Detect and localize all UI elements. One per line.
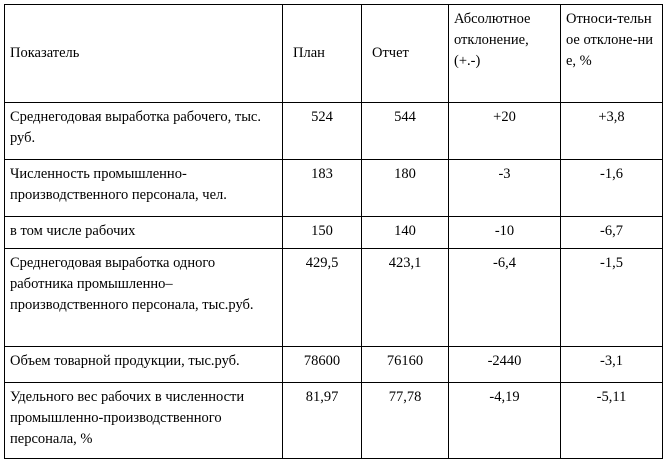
- cell-absolute: +20: [449, 103, 561, 160]
- cell-relative: -1,6: [561, 160, 663, 217]
- table-row: [5, 249, 663, 347]
- table-row: [5, 347, 663, 383]
- table-header-row: [5, 5, 663, 103]
- cell-plan: 78600: [283, 347, 362, 383]
- cell-absolute: -6,4: [449, 249, 561, 347]
- table-row: [5, 217, 663, 249]
- header-indicator: Показатель: [5, 5, 283, 103]
- cell-indicator: в том числе рабочих: [5, 217, 283, 249]
- cell-plan: 524: [283, 103, 362, 160]
- cell-indicator: Объем товарной продукции, тыс.руб.: [5, 347, 283, 383]
- header-report: Отчет: [362, 5, 449, 103]
- cell-indicator: Удельного вес рабочих в численности промышленно-производственного персонала, %: [5, 383, 283, 459]
- cell-report: 76160: [362, 347, 449, 383]
- cell-relative: -6,7: [561, 217, 663, 249]
- cell-report: 423,1: [362, 249, 449, 347]
- table-row: [5, 383, 663, 459]
- cell-plan: 150: [283, 217, 362, 249]
- cell-relative: -3,1: [561, 347, 663, 383]
- cell-absolute: -3: [449, 160, 561, 217]
- cell-report: 180: [362, 160, 449, 217]
- cell-report: 544: [362, 103, 449, 160]
- table-row: [5, 103, 663, 160]
- cell-indicator: Численность промышленно-производственного персонала, чел.: [5, 160, 283, 217]
- cell-plan: 429,5: [283, 249, 362, 347]
- cell-absolute: -4,19: [449, 383, 561, 459]
- cell-indicator: Среднегодовая выработка рабочего, тыс. руб.: [5, 103, 283, 160]
- header-plan: План: [283, 5, 362, 103]
- cell-relative: +3,8: [561, 103, 663, 160]
- cell-report: 77,78: [362, 383, 449, 459]
- cell-absolute: -2440: [449, 347, 561, 383]
- cell-plan: 81,97: [283, 383, 362, 459]
- cell-indicator: Среднегодовая выработка одного работника промышленно–производственного персонала, тыс.руб.: [5, 249, 283, 347]
- indicators-table: [4, 4, 663, 459]
- cell-relative: -5,11: [561, 383, 663, 459]
- table-row: [5, 160, 663, 217]
- cell-report: 140: [362, 217, 449, 249]
- cell-absolute: -10: [449, 217, 561, 249]
- header-relative-deviation: Относи-тельное отклоне-ние, %: [561, 5, 663, 103]
- cell-relative: -1,5: [561, 249, 663, 347]
- cell-plan: 183: [283, 160, 362, 217]
- header-absolute-deviation: Абсолютное отклонение, (+.-): [449, 5, 561, 103]
